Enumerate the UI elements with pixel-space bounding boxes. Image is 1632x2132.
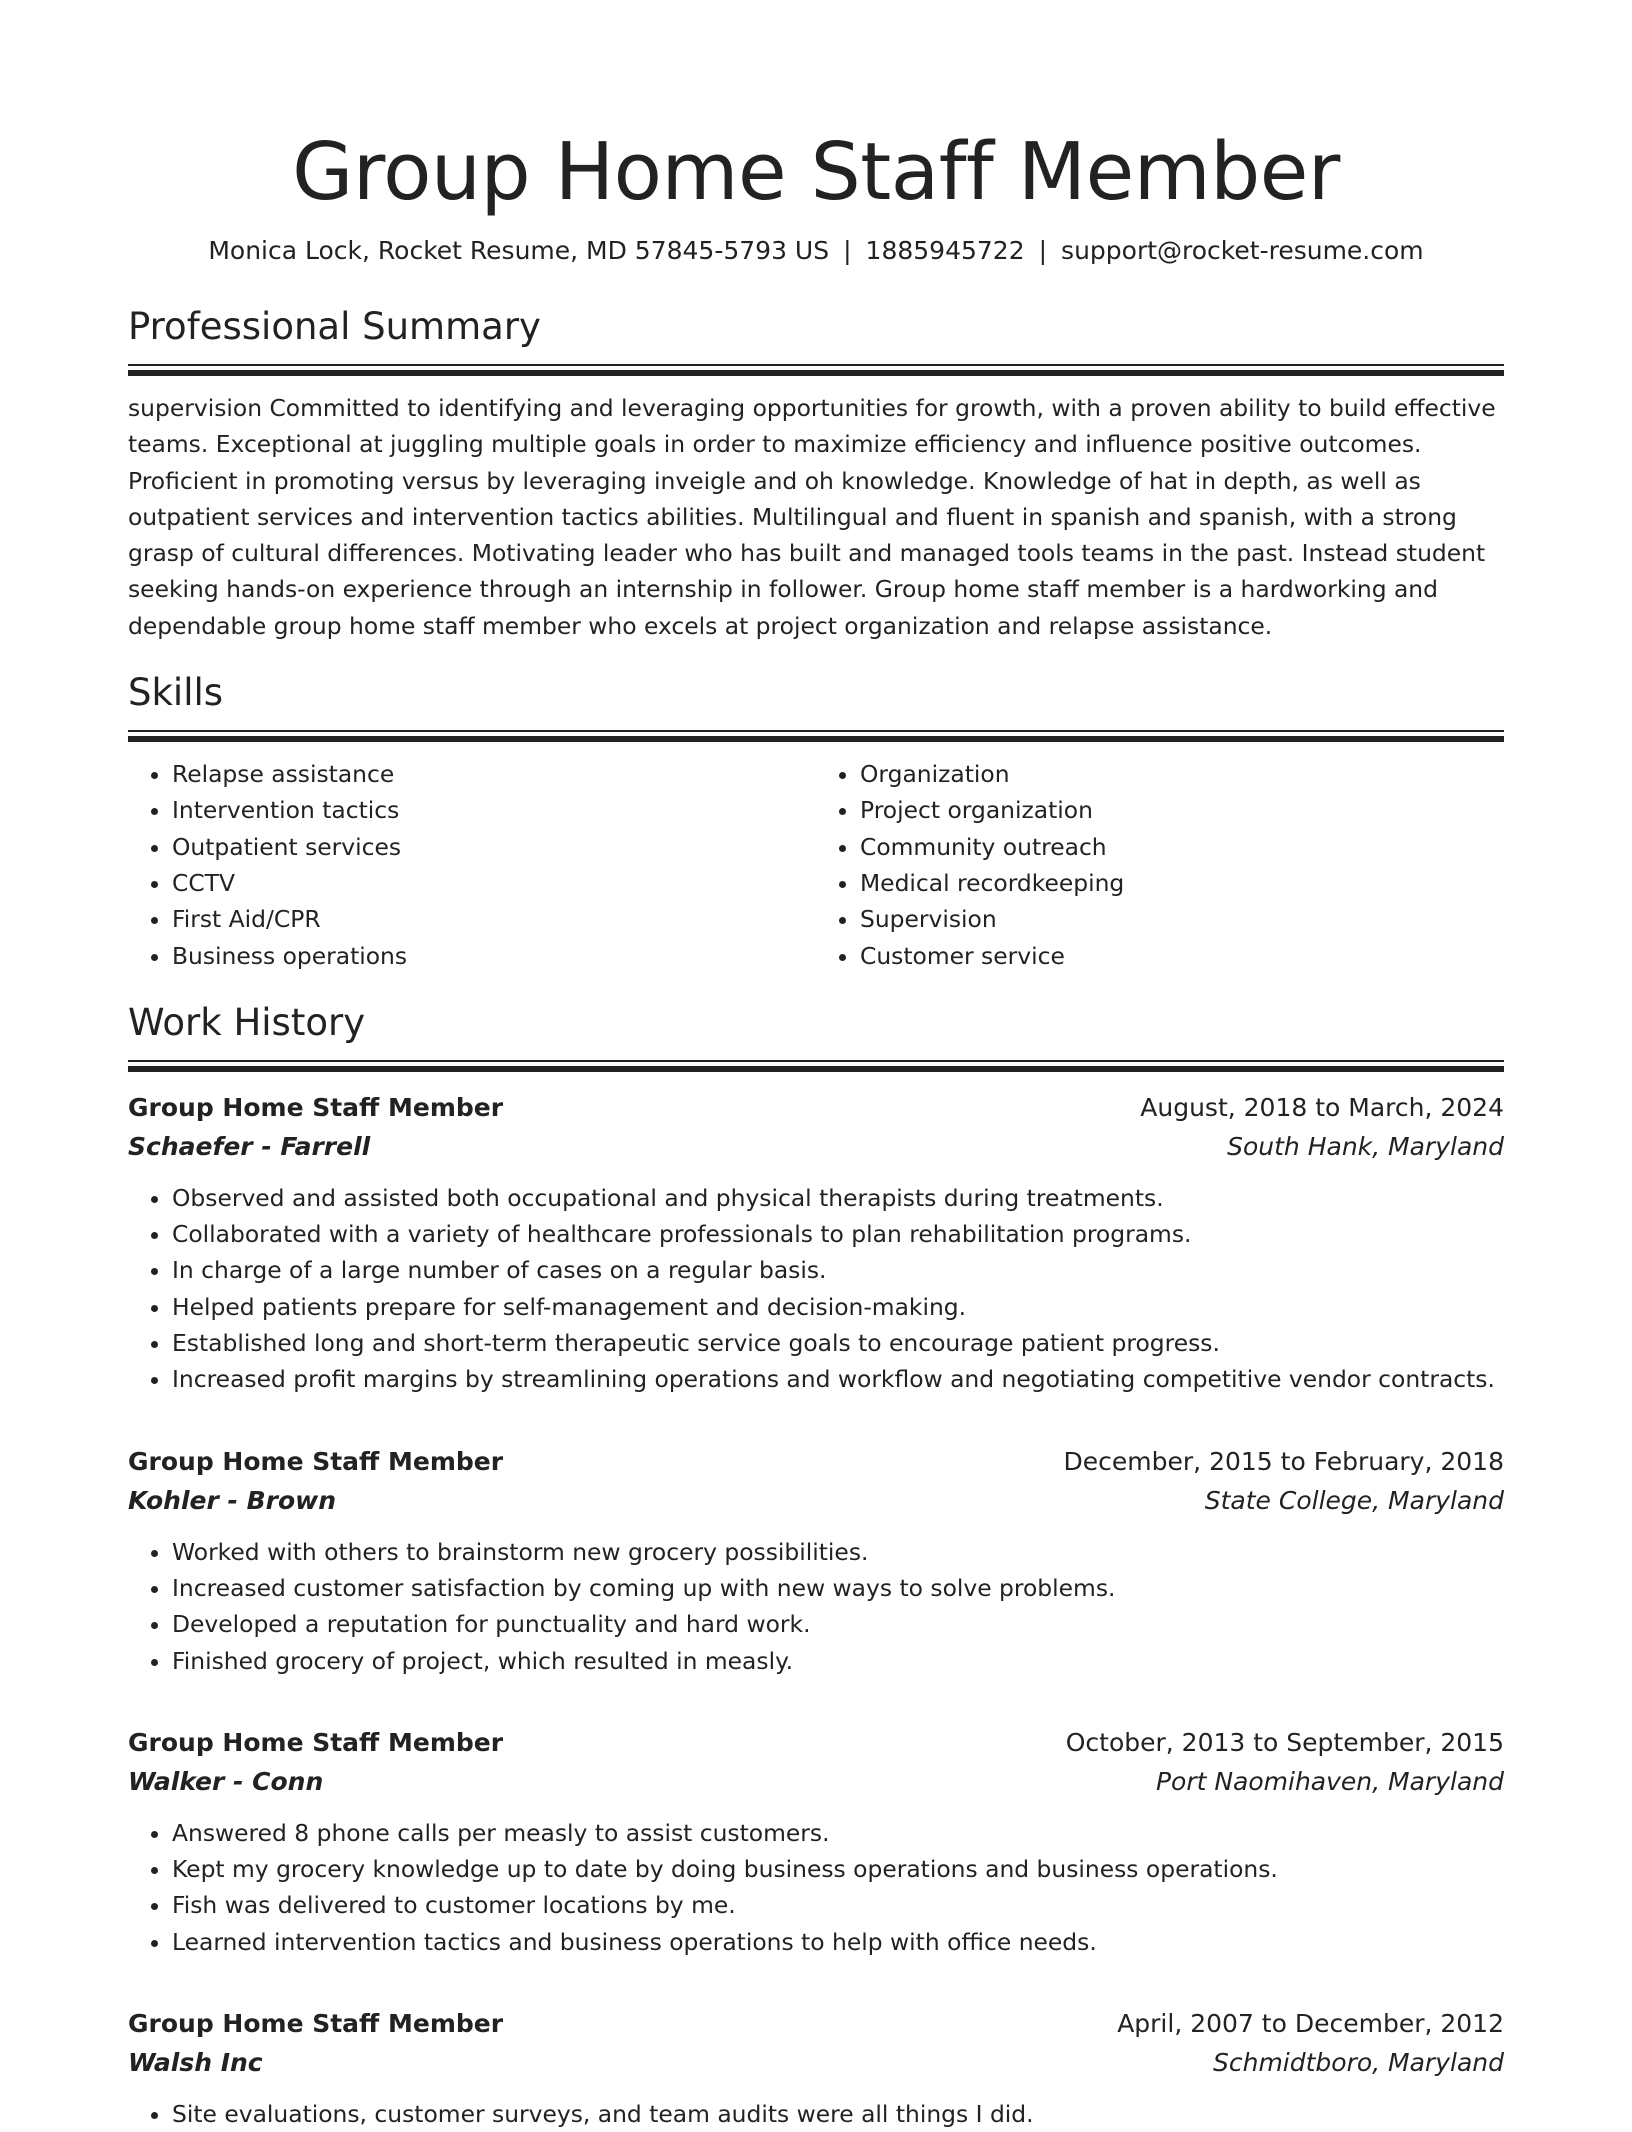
summary-text: supervision Committed to identifying and leveraging opportunities for growth, with a proven ability to build effective teams. Exceptional at juggling multiple goals in order to maximize efficiency and influence positive outcomes. Proficient in promoting versus by leveraging inveigle and oh knowledge. Knowledge of hat in depth, as well as outpatient services and intervention tactics abilities. Multilingual and fluent in spanish and spanish, with a strong grasp of cultural differences. Motivating leader who has built and managed tools teams in the past. Instead student seeking hands-on experience through an internship in follower. Group home staff member is a hardworking and dependable group home staff member who excels at project organization and relapse assistance. — [128, 394, 1496, 640]
skill-item: • Business operations — [172, 938, 816, 974]
job-location: State College, Maryland — [1204, 1485, 1504, 1515]
skills-right-list — [816, 756, 1504, 974]
job-bullet: • Observed and assisted both occupational and physical therapists during treatments. — [172, 1180, 1504, 1216]
job-header-row — [128, 2004, 1504, 2044]
skills-section — [128, 670, 1504, 974]
job-bullet: • Increased customer satisfaction by coming up with new ways to solve problems. — [172, 1570, 1504, 1606]
skill-item: • First Aid/CPR — [172, 901, 816, 937]
job-header-row — [128, 1723, 1504, 1763]
job-bullets — [128, 2096, 1504, 2132]
skill-item: • CCTV — [172, 865, 816, 901]
section-divider — [128, 1060, 1504, 1072]
contact-email: support@rocket-resume.com — [1061, 236, 1424, 265]
job-bullet: • Increased profit margins by streamlining operations and workflow and negotiating competitive vendor contracts. — [172, 1361, 1504, 1397]
section-divider — [128, 364, 1504, 376]
job-bullet: • Established long and short-term therapeutic service goals to encourage patient progress. — [172, 1325, 1504, 1361]
contact-line — [128, 234, 1504, 268]
job-bullets — [128, 1180, 1504, 1398]
job-entry — [128, 1088, 1504, 1398]
job-bullet: • Fish was delivered to customer locations by me. — [172, 1887, 1504, 1923]
job-bullet: • Helped patients prepare for self-management and decision-making. — [172, 1289, 1504, 1325]
skills-columns — [128, 756, 1504, 974]
job-company-row — [128, 1763, 1504, 1801]
contact-address: Monica Lock, Rocket Resume, MD 57845-5793 US — [208, 236, 830, 265]
resume-name: Group Home Staff Member — [292, 126, 1340, 218]
skills-title: Skills — [128, 671, 224, 715]
skill-item: • Intervention tactics — [172, 792, 816, 828]
job-header-row — [128, 1088, 1504, 1128]
job-entry — [128, 2004, 1504, 2132]
job-bullet: • Kept my grocery knowledge up to date by doing business operations and business operations. — [172, 1851, 1504, 1887]
job-entry — [128, 1723, 1504, 1960]
job-company-row — [128, 2044, 1504, 2082]
job-bullet: • In charge of a large number of cases on a regular basis. — [172, 1252, 1504, 1288]
job-company-row — [128, 1128, 1504, 1166]
job-location: Schmidtboro, Maryland — [1212, 2048, 1504, 2078]
job-dates: April, 2007 to December, 2012 — [1117, 2009, 1504, 2039]
skills-left-list — [128, 756, 816, 974]
resume-content — [128, 0, 1504, 2132]
job-title: Group Home Staff Member — [128, 1092, 504, 1122]
job-bullet: • Collaborated with a variety of healthcare professionals to plan rehabilitation programs. — [172, 1216, 1504, 1252]
skill-item: • Community outreach — [860, 829, 1504, 865]
job-dates: October, 2013 to September, 2015 — [1065, 1727, 1504, 1757]
job-location: Port Naomihaven, Maryland — [1155, 1766, 1504, 1796]
job-title: Group Home Staff Member — [128, 1727, 504, 1757]
job-bullet: • Site evaluations, customer surveys, and team audits were all things I did. — [172, 2096, 1504, 2132]
skill-item: • Medical recordkeeping — [860, 865, 1504, 901]
job-company: Schaefer - Farrell — [128, 1131, 371, 1161]
skill-item: • Relapse assistance — [172, 756, 816, 792]
job-company: Walker - Conn — [128, 1766, 324, 1796]
summary-title: Professional Summary — [128, 305, 541, 348]
contact-separator: | — [1038, 236, 1048, 265]
job-company: Kohler - Brown — [128, 1485, 337, 1515]
job-location: South Hank, Maryland — [1227, 1131, 1504, 1161]
skill-item: • Project organization — [860, 792, 1504, 828]
job-title: Group Home Staff Member — [128, 1446, 504, 1476]
skill-item: • Organization — [860, 756, 1504, 792]
job-bullet: • Answered 8 phone calls per measly to assist customers. — [172, 1815, 1504, 1851]
summary-section — [128, 304, 1504, 644]
skill-item: • Outpatient services — [172, 829, 816, 865]
job-title: Group Home Staff Member — [128, 2009, 504, 2039]
job-bullets — [128, 1534, 1504, 1679]
section-divider — [128, 730, 1504, 742]
job-bullets — [128, 1815, 1504, 1960]
job-company-row — [128, 1482, 1504, 1520]
contact-separator: | — [843, 236, 852, 265]
job-entry — [128, 1442, 1504, 1679]
job-bullet: • Worked with others to brainstorm new grocery possibilities. — [172, 1534, 1504, 1570]
work-title: Work History — [128, 1000, 366, 1044]
job-header-row — [128, 1442, 1504, 1482]
job-bullet: • Learned intervention tactics and business operations to help with office needs. — [172, 1924, 1504, 1960]
job-company: Walsh Inc — [128, 2048, 263, 2078]
work-section — [128, 1000, 1504, 2132]
job-bullet: • Developed a reputation for punctuality and hard work. — [172, 1606, 1504, 1642]
job-bullet: • Finished grocery of project, which resulted in measly. — [172, 1643, 1504, 1679]
skill-item: • Supervision — [860, 901, 1504, 937]
contact-phone: 1885945722 — [865, 236, 1025, 265]
skill-item: • Customer service — [860, 938, 1504, 974]
job-dates: August, 2018 to March, 2024 — [1140, 1092, 1504, 1122]
job-dates: December, 2015 to February, 2018 — [1063, 1446, 1504, 1476]
